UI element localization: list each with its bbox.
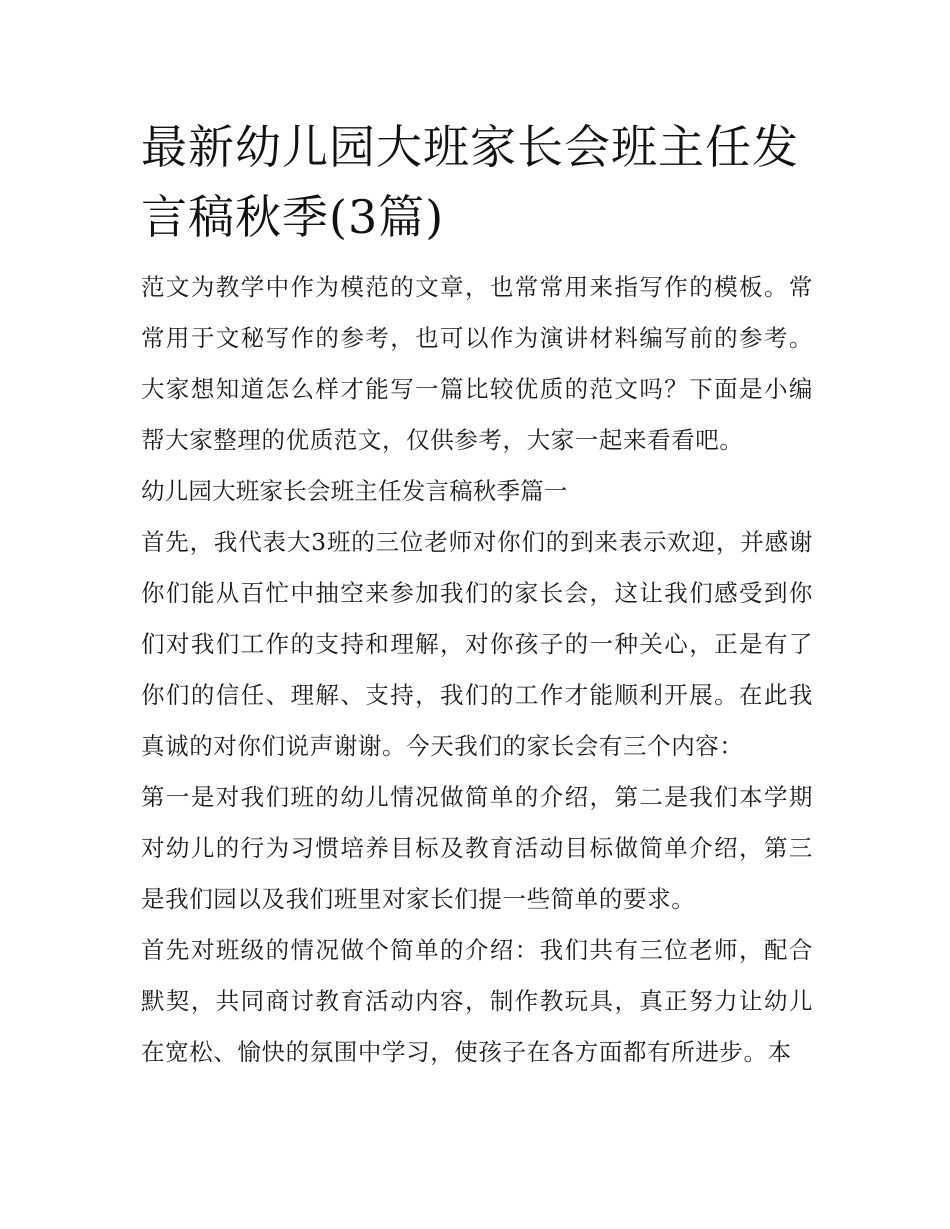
paragraph-agenda: 第一是对我们班的幼儿情况做简单的介绍，第二是我们本学期对幼儿的行为习惯培养目标及教育活动目标做简单介绍，第三是我们园以及我们班里对家长们提一些简单的要求。: [141, 783, 813, 913]
section-heading-part-one: 幼儿园大班家长会班主任发言稿秋季篇一: [141, 477, 568, 505]
document-title: 最新幼儿园大班家长会班主任发言稿秋季(3篇): [141, 120, 799, 244]
paragraph-welcome: 首先，我代表大3班的三位老师对你们的到来表示欢迎，并感谢你们能从百忙中抽空来参加我们的家长会，这让我们感受到你们对我们工作的支持和理解，对你孩子的一种关心，正是有了你们的信任、理解、支持，我们的工作才能顺利开展。在此我真诚的对你们说声谢谢。今天我们的家长会有三个内容：: [141, 528, 813, 760]
paragraph-intro: 范文为教学中作为模范的文章，也常常用来指写作的模板。常常用于文秘写作的参考，也可以作为演讲材料编写前的参考。大家想知道怎么样才能写一篇比较优质的范文吗？下面是小编帮大家整理的优质范文，仅供参考，大家一起来看看吧。: [141, 273, 813, 454]
paragraph-class-intro: 首先对班级的情况做个简单的介绍：我们共有三位老师，配合默契，共同商讨教育活动内容，制作教玩具，真正努力让幼儿在宽松、愉快的氛围中学习，使孩子在各方面都有所进步。本: [141, 936, 813, 1066]
document-body: [141, 262, 813, 1078]
document-content: [141, 112, 813, 1078]
